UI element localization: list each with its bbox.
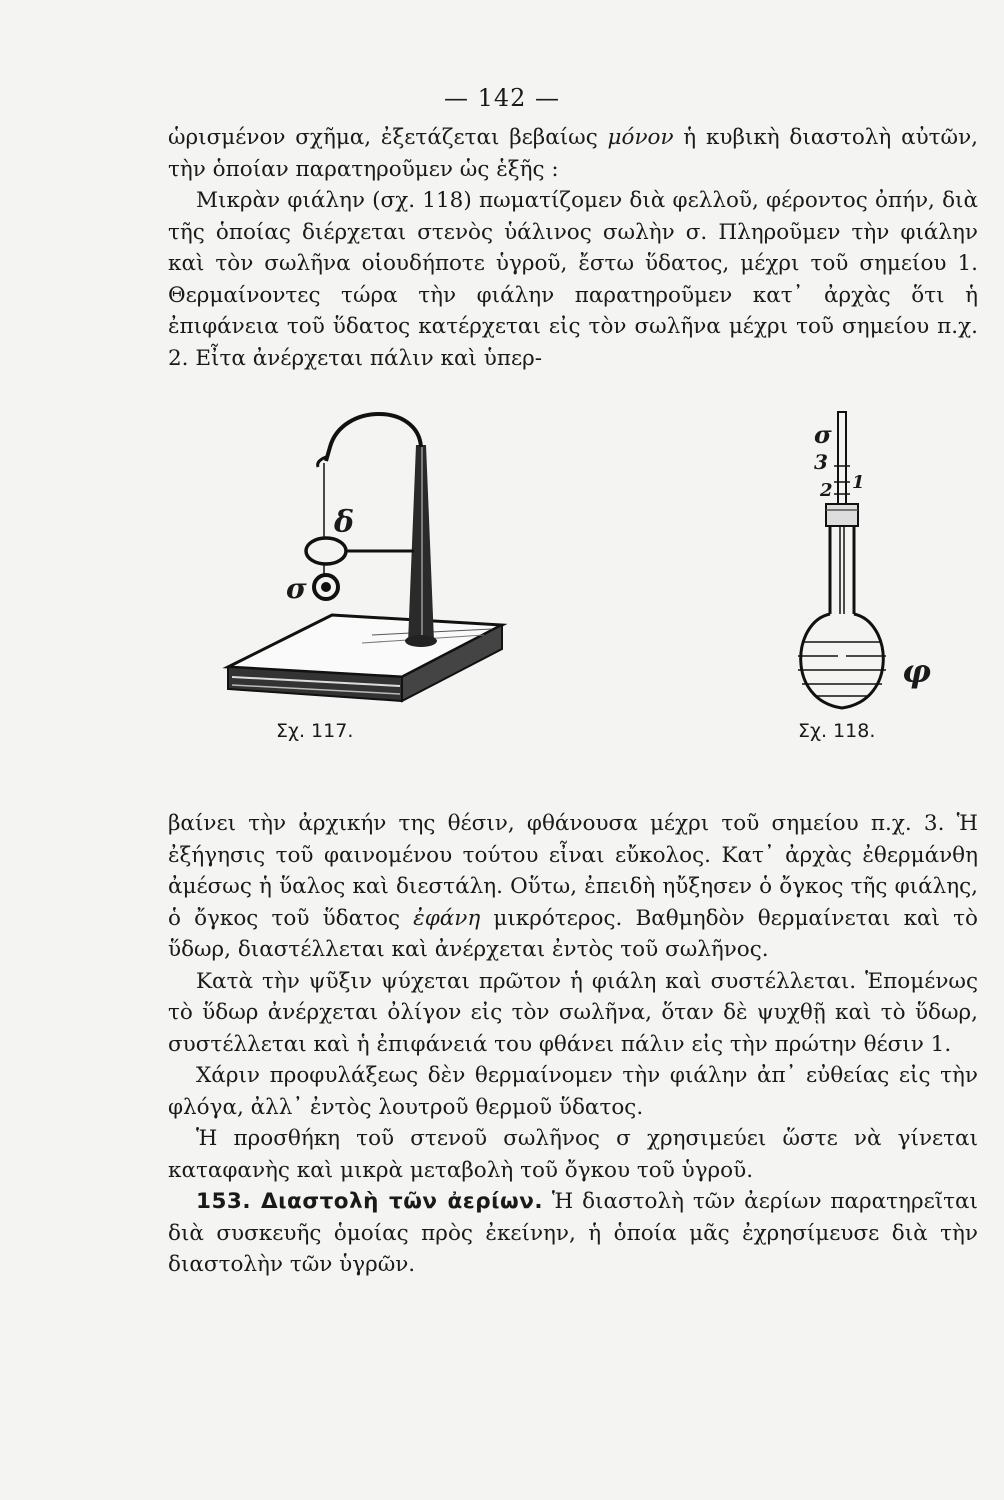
fig118-label-2: 2 (820, 480, 833, 501)
fig118-caption: Σχ. 118. (798, 720, 876, 742)
fig118-label-1: 1 (852, 472, 865, 493)
fig117-label-sigma: σ (286, 572, 307, 605)
figure-118-illustration (782, 410, 902, 722)
section-heading-153: 153. Διαστολὴ τῶν ἀερίων. (196, 1189, 544, 1214)
bottom-text-block (168, 808, 978, 1281)
fig117-label-delta: δ (334, 505, 355, 540)
figure-117-illustration (222, 405, 512, 715)
fig118-label-sigma: σ (814, 420, 832, 449)
paragraph-explanation: βαίνει τὴν ἀρχικήν της θέσιν, φθάνουσα μέχρι τοῦ σημείου π.χ. 3. Ἡ ἐξήγησις τοῦ φαινομένου τούτου εἶναι εὔκολος. Κατ᾽ ἀρχὰς ἐθερμάνθη ἀμέσως ἡ ὕαλος καὶ διεστάλη. Οὕτω, ἐπειδὴ ηὔξησεν ὁ ὄγκος τῆς φιάλης, ὁ ὄγκος τοῦ ὕδατος ἐφάνη μικρότερος. Βαθμηδὸν θερμαίνεται καὶ τὸ ὕδωρ, διαστέλλεται καὶ ἀνέρχεται ἐντὸς τοῦ σωλῆνος. (168, 811, 978, 962)
paragraph-intro: ὡρισμένον σχῆμα, ἐξετάζεται βεβαίως μόνον ἡ κυβικὴ διαστολὴ αὐτῶν, τὴν ὁποίαν παρατηροῦμεν ὡς ἑξῆς : (168, 125, 978, 182)
paragraph-precaution: Χάριν προφυλάξεως δὲν θερμαίνομεν τὴν φιάλην ἀπ᾽ εὐθείας εἰς τὴν φλόγα, ἀλλ᾽ ἐντὸς λουτροῦ θερμοῦ ὕδατος. (168, 1063, 978, 1120)
fig118-label-phi: φ (902, 652, 931, 690)
page-number: — 142 — (443, 84, 561, 112)
fig118-label-3: 3 (814, 450, 828, 474)
top-text-block (168, 122, 978, 374)
paragraph-cooling: Κατὰ τὴν ψῦξιν ψύχεται πρῶτον ἡ φιάλη καὶ συστέλλεται. Ἑπομένως τὸ ὕδωρ ἀνέρχεται ὀλίγον εἰς τὸν σωλῆνα, ὅταν δὲ ψυχθῇ καὶ τὸ ὕδωρ, συστέλλεται καὶ ἡ ἐπιφάνειά του φθάνει πάλιν εἰς τὴν πρώτην θέσιν 1. (168, 968, 978, 1057)
fig117-caption: Σχ. 117. (276, 720, 354, 742)
paragraph-narrow-tube: Ἡ προσθήκη τοῦ στενοῦ σωλῆνος σ χρησιμεύει ὥστε νὰ γίνεται καταφανὴς καὶ μικρὰ μεταβολὴ τοῦ ὄγκου τοῦ ὑγροῦ. (168, 1126, 978, 1183)
paragraph-experiment: Μικρὰν φιάλην (σχ. 118) πωματίζομεν διὰ φελλοῦ, φέροντος ὀπήν, διὰ τῆς ὁποίας διέρχεται στενὸς ὑάλινος σωλὴν σ. Πληροῦμεν τὴν φιάλην καὶ τὸν σωλῆνα οἱουδήποτε ὑγροῦ, ἔστω ὕδατος, μέχρι τοῦ σημείου 1. Θερμαίνοντες τώρα τὴν φιάλην παρατηροῦμεν κατ᾽ ἀρχὰς ὅτι ἡ ἐπιφάνεια τοῦ ὕδατος κατέρχεται εἰς τὸν σωλῆνα μέχρι τοῦ σημείου π.χ. 2. Εἶτα ἀνέρχεται πάλιν καὶ ὑπερ- (168, 188, 978, 371)
paragraph-gas-expansion: 153. Διαστολὴ τῶν ἀερίων. Ἡ διαστολὴ τῶν ἀερίων παρατηρεῖται διὰ συσκευῆς ὁμοίας πρὸς ἐκείνην, ἡ ὁποία μᾶς ἐχρησίμευσε διὰ τὴν διαστολὴν τῶν ὑγρῶν. (168, 1189, 978, 1277)
